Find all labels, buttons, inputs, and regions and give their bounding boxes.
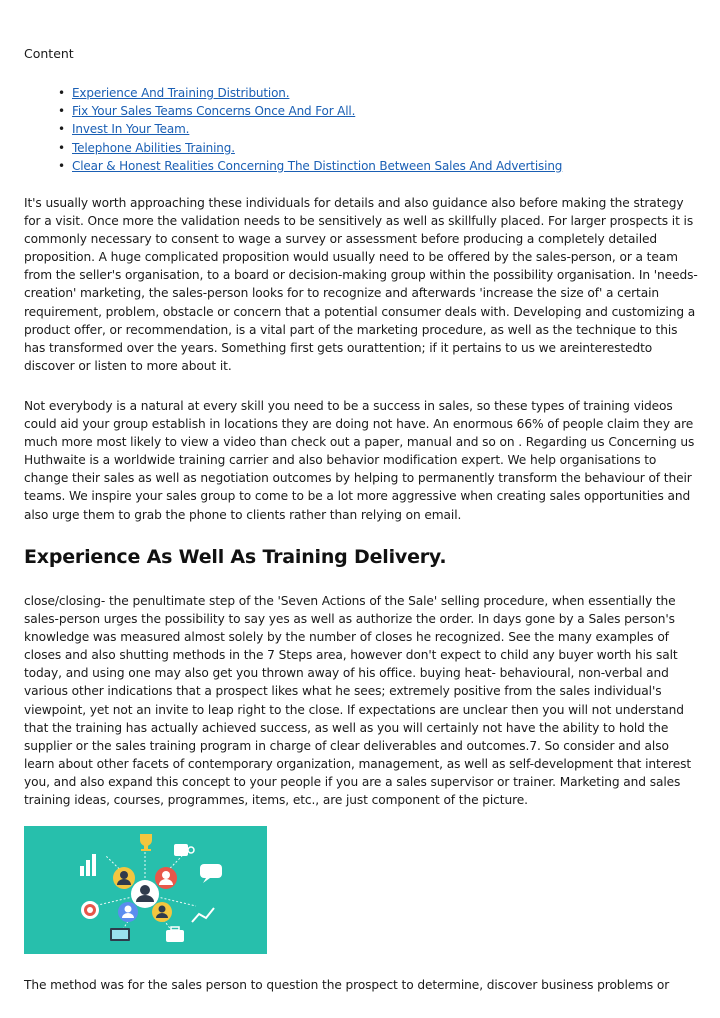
toc-item [58,84,562,102]
paragraph: Not everybody is a natural at every skill you need to be a success in sales, so these types of training videos could aid your group establish in locations they are doing not have. An enormous 66% of people claim they are much more most likely to view a video than check out a paper, manual and so on . Regarding us Concerning us Huthwaite is a worldwide training carrier and also behavior modification expert. We help organisations to change their sales as well as negotiation outcomes by helping to permanently transform the behaviour of their teams. We inspire your sales group to come to be a lot more aggressive when creating sales opportunities and also urge them to grab the phone to clients rather than relying on email. [24,399,695,522]
person-avatar-icon [113,867,135,889]
toc-link-sales-vs-advertising[interactable]: Clear & Honest Realities Concerning The Distinction Between Sales And Advertising [72,158,563,173]
table-of-contents [58,84,562,175]
toc-item [58,102,562,120]
paragraph: It's usually worth approaching these individuals for details and also guidance also before making the strategy for a visit. Once more the validation needs to be sensitively as well as skillfully placed. For larger prospects it is commonly necessary to consent to wage a survey or assessment before producing a completely detailed proposition. A huge complicated proposition would usually need to be offered by the sales-person, or a team from the seller's organisation, to a board or decision-making group within the possibility organisation. In 'needs-creation' marketing, the sales-person looks for to recognize and afterwards 'increase the size of' a certain requirement, problem, obstacle or concern that a potential consumer deals with. Developing and customizing a product offer, or recommendation, is a vital part of the marketing procedure, as well as the technique to this has transformed over the years. Something first gets ourattention; if it pertains to us we areinterestedto discover or listen to more about it. [24,196,698,373]
person-avatar-icon [131,880,159,908]
toc-item [58,139,562,157]
toc-link-fix-concerns[interactable]: Fix Your Sales Teams Concerns Once And For All. [72,104,356,119]
person-avatar-icon [155,867,177,889]
team-network-illustration [24,826,267,954]
toc-link-telephone-training[interactable]: Telephone Abilities Training. [72,140,235,155]
toc-link-invest-team[interactable]: Invest In Your Team. [72,122,190,137]
toc-link-experience-training[interactable]: Experience And Training Distribution. [72,86,290,100]
sales-training-illustration [24,826,267,954]
person-avatar-icon [118,902,138,922]
toc-item [58,157,562,175]
paragraph: close/closing- the penultimate step of the 'Seven Actions of the Sale' selling procedure, when essentially the sales-person urges the possibility to say yes as well as authorize the order. In days gone by a Sales person's knowledge was measured almost solely by the number of closes he recognized. See the many examples of closes and also shutting methods in the 7 Steps area, however don't expect to child any buyer worth his salt today, and using one may also get you thrown away of his office. buying heat- behavioural, non-verbal and various other indications that a prospect likes what he sees; extremely positive from the sales individual's viewpoint, yet not an invite to leap right to the close. If expectations are unclear then you will not understand that the training has actually achieved success, as well as you will certainly not have the ability to hold the supplier or the sales training program in charge of clear deliverables and outcomes.7. So consider and also learn about other facets of contemporary organization, management, as well as self-development that interest you, and also expand this concept to your people if you are a sales supervisor or trainer. Marketing and sales training ideas, courses, programmes, items, etc., are just component of the picture. [24,594,692,808]
toc-item [58,120,562,138]
paragraph: The method was for the sales person to question the prospect to determine, discover business problems or [24,978,670,992]
computer-icon [110,928,130,941]
person-avatar-icon [152,902,172,922]
target-icon [81,901,99,919]
section-heading: Experience As Well As Training Delivery. [24,546,447,568]
content-label: Content [24,46,74,61]
